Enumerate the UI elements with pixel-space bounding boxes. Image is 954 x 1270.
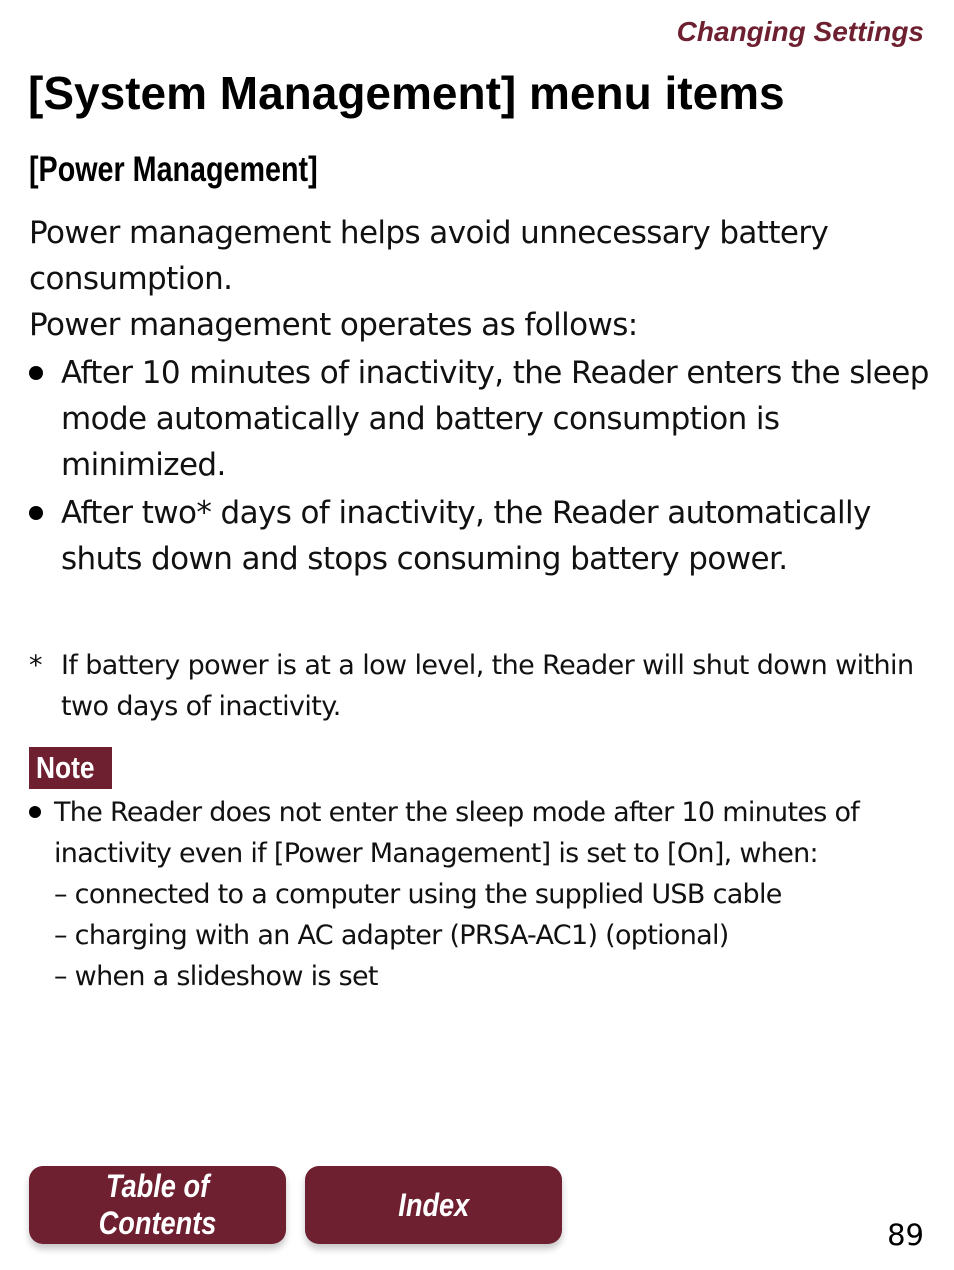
- index-button[interactable]: [305, 1166, 562, 1244]
- table-of-contents-label: Table of Contents: [98, 1168, 217, 1241]
- index-label: Index: [397, 1186, 470, 1223]
- bullet-icon: [29, 366, 43, 380]
- list-item-text: After 10 minutes of inactivity, the Reader enters the sleep mode automatically and battery consumption is minimized.: [61, 355, 929, 483]
- footnote-mark: *: [29, 650, 42, 681]
- list-item-text: After two* days of inactivity, the Reader automatically shuts down and stops consuming battery power.: [61, 495, 871, 577]
- intro-paragraph-2: Power management operates as follows:: [29, 307, 638, 343]
- intro-paragraph: Power management helps avoid unnecessary battery consumption.: [29, 215, 829, 297]
- note-sub-item: – when a slideshow is set: [54, 961, 378, 992]
- note-content: [29, 792, 939, 997]
- note-sub-list: [29, 874, 939, 997]
- bullet-list: [29, 350, 929, 582]
- section-label: Changing Settings: [676, 16, 924, 47]
- note-text: The Reader does not enter the sleep mode after 10 minutes of inactivity even if [Power Management] is set to [On], when:: [54, 797, 860, 869]
- page-title: [System Management] menu items: [28, 67, 785, 119]
- footnote: [29, 645, 929, 727]
- page-number: 89: [887, 1218, 924, 1252]
- sub-title: [Power Management]: [29, 150, 318, 189]
- note-badge-label: Note: [36, 750, 95, 785]
- footnote-text: If battery power is at a low level, the Reader will shut down within two days of inactivity.: [61, 650, 914, 722]
- note-item: [29, 792, 939, 874]
- note-sub-item: – connected to a computer using the supplied USB cable: [54, 879, 782, 910]
- bullet-icon: [29, 506, 43, 520]
- bullet-icon: [29, 806, 41, 818]
- list-item: [29, 490, 929, 582]
- list-item: [29, 350, 929, 488]
- note-sub-item: – charging with an AC adapter (PRSA-AC1) (optional): [54, 920, 729, 951]
- note-badge: [29, 747, 112, 789]
- table-of-contents-button[interactable]: [29, 1166, 286, 1244]
- body-content: [29, 210, 929, 582]
